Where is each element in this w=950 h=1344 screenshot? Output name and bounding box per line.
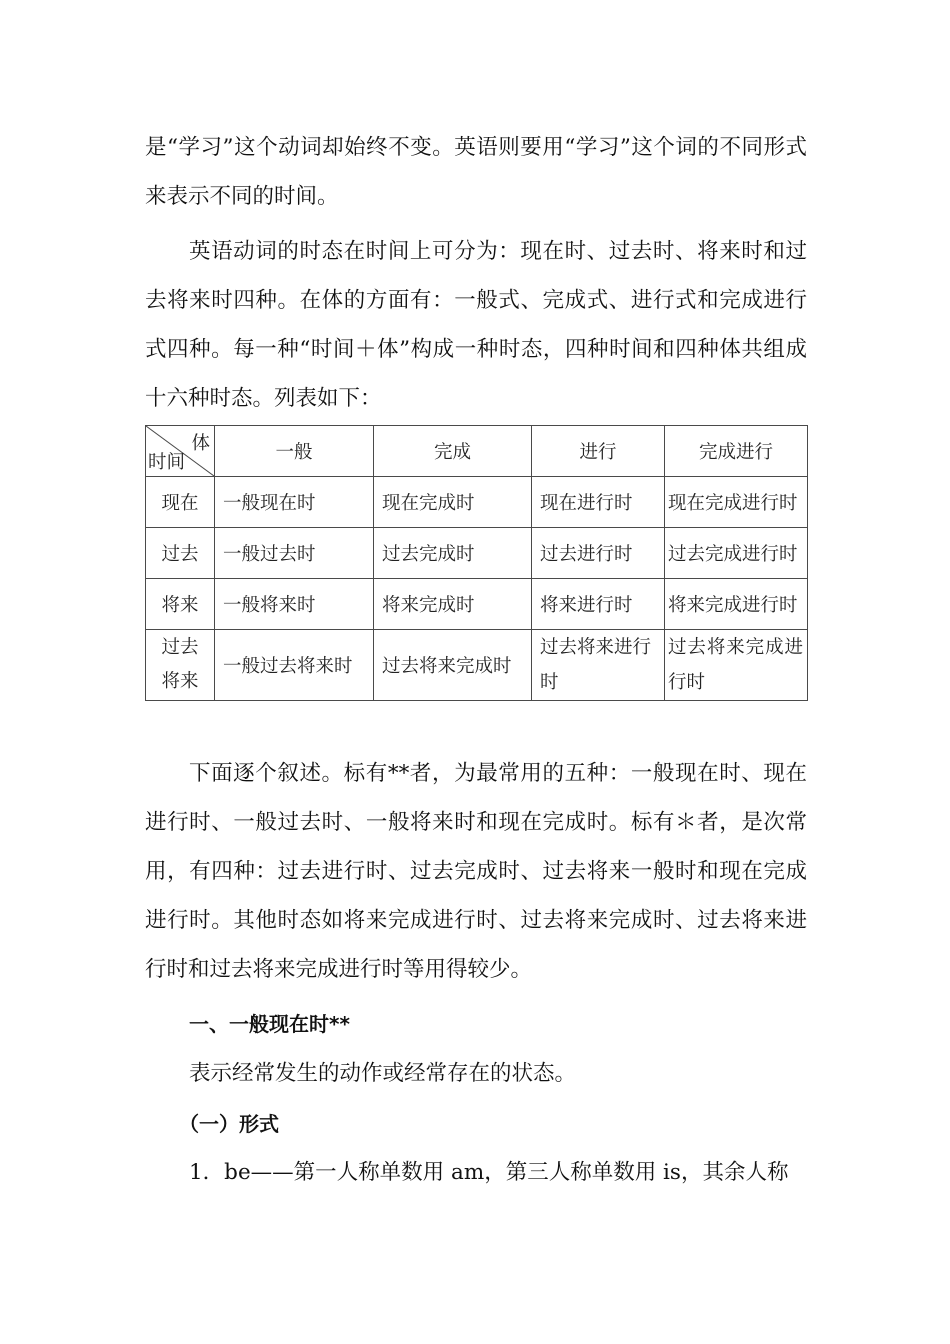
table-corner-cell bbox=[146, 426, 215, 477]
table-row bbox=[146, 477, 808, 528]
table-row bbox=[146, 579, 808, 630]
table-cell: 现在完成时 bbox=[374, 477, 532, 528]
paragraph-frequency-note: 下面逐个叙述。标有**者，为最常用的五种：一般现在时、现在进行时、一般过去时、一般将来时和现在完成时。标有＊者，是次常用，有四种：过去进行时、过去完成时、过去将来一般时和现在完成进行时。其他时态如将来完成进行时、过去将来完成时、过去将来进行时和过去将来完成进行时等用得较少。 bbox=[145, 761, 807, 982]
section-heading: 一、一般现在时** bbox=[189, 1012, 350, 1036]
table-cell: 将来进行时 bbox=[532, 579, 665, 630]
table-cell: 过去将来完成进行时 bbox=[665, 630, 808, 701]
table-cell: 一般过去将来时 bbox=[215, 630, 374, 701]
column-header: 一般 bbox=[215, 426, 374, 477]
table-cell: 过去完成时 bbox=[374, 528, 532, 579]
table-header-row bbox=[146, 426, 808, 477]
row-label bbox=[146, 630, 215, 701]
row-label: 将来 bbox=[146, 579, 215, 630]
column-header: 完成进行 bbox=[665, 426, 808, 477]
table-cell: 一般过去时 bbox=[215, 528, 374, 579]
subsection-heading: （一）形式 bbox=[179, 1112, 279, 1136]
table-cell: 一般现在时 bbox=[215, 477, 374, 528]
row-label-line: 过去 bbox=[161, 637, 199, 658]
table-cell: 过去将来进行时 bbox=[532, 630, 665, 701]
paragraph-continuation: 是“学习”这个动词却始终不变。英语则要用“学习”这个词的不同形式来表示不同的时间。 bbox=[145, 135, 808, 209]
paragraph-be-form: 1．be——第一人称单数用 am，第三人称单数用 is，其余人称 bbox=[189, 1160, 789, 1185]
table-cell: 过去将来完成时 bbox=[374, 630, 532, 701]
table-cell: 现在进行时 bbox=[532, 477, 665, 528]
paragraph-tense-division: 英语动词的时态在时间上可分为：现在时、过去时、将来时和过去将来时四种。在体的方面有：一般式、完成式、进行式和完成进行式四种。每一种“时间＋体”构成一种时态，四种时间和四种体共组成十六种时态。列表如下： bbox=[145, 239, 807, 411]
row-label-line: 将来 bbox=[161, 671, 199, 692]
table-cell: 过去进行时 bbox=[532, 528, 665, 579]
table-cell: 过去完成进行时 bbox=[665, 528, 808, 579]
table-cell: 将来完成进行时 bbox=[665, 579, 808, 630]
column-header: 进行 bbox=[532, 426, 665, 477]
tense-table bbox=[145, 425, 808, 701]
column-header: 完成 bbox=[374, 426, 532, 477]
table-cell: 现在完成进行时 bbox=[665, 477, 808, 528]
paragraph-definition: 表示经常发生的动作或经常存在的状态。 bbox=[189, 1061, 577, 1086]
row-label: 现在 bbox=[146, 477, 215, 528]
table-cell: 将来完成时 bbox=[374, 579, 532, 630]
table-cell: 一般将来时 bbox=[215, 579, 374, 630]
row-label: 过去 bbox=[146, 528, 215, 579]
table-row bbox=[146, 528, 808, 579]
corner-label-time: 时间 bbox=[148, 452, 186, 473]
table-row bbox=[146, 630, 808, 701]
corner-label-aspect: 体 bbox=[191, 433, 210, 454]
